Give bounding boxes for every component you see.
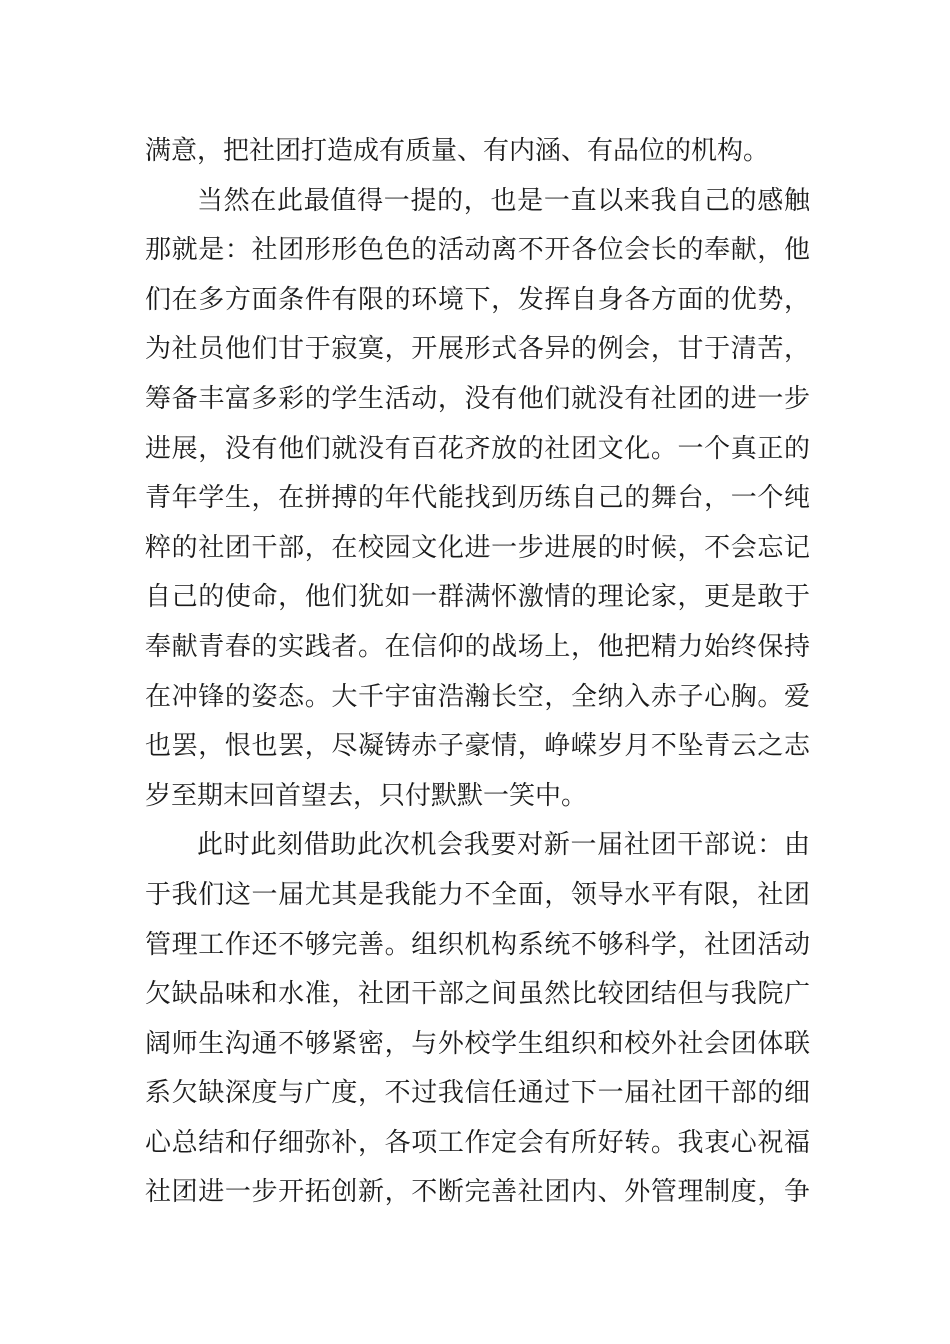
- text-line: 们在多方面条件有限的环境下，发挥自身各方面的优势，: [145, 284, 810, 315]
- text-line: 欠缺品味和水准，社团干部之间虽然比较团结但与我院广: [145, 979, 810, 1010]
- text-line: 为社员他们甘于寂寞，开展形式各异的例会，甘于清苦，: [145, 334, 810, 365]
- text-line: 阔师生沟通不够紧密，与外校学生组织和校外社会团体联: [145, 1028, 810, 1059]
- text-line: 青年学生，在拼搏的年代能找到历练自己的舞台，一个纯: [145, 483, 810, 514]
- text-line: 进展，没有他们就没有百花齐放的社团文化。一个真正的: [145, 433, 810, 464]
- text-line: 当然在此最值得一提的，也是一直以来我自己的感触: [197, 185, 810, 216]
- text-line: 此时此刻借助此次机会我要对新一届社团干部说：由: [197, 830, 810, 861]
- text-line: 岁至期末回首望去，只付默默一笑中。: [145, 780, 588, 811]
- text-line: 筹备丰富多彩的学生活动，没有他们就没有社团的进一步: [145, 383, 810, 414]
- text-line: 满意，把社团打造成有质量、有内涵、有品位的机构。: [145, 136, 770, 166]
- text-line: 在冲锋的姿态。大千宇宙浩瀚长空，全纳入赤子心胸。爱: [145, 681, 810, 712]
- text-line: 粹的社团干部，在校园文化进一步进展的时候，不会忘记: [145, 532, 810, 563]
- text-line: 那就是：社团形形色色的活动离不开各位会长的奉献，他: [145, 235, 810, 266]
- text-line: 自己的使命，他们犹如一群满怀激情的理论家，更是敢于: [145, 582, 810, 613]
- text-line: 社团进一步开拓创新，不断完善社团内、外管理制度，争: [145, 1177, 810, 1208]
- body-text: [145, 127, 810, 1218]
- text-line: 于我们这一届尤其是我能力不全面，领导水平有限，社团: [145, 879, 810, 910]
- text-line: 心总结和仔细弥补，各项工作定会有所好转。我衷心祝福: [145, 1127, 810, 1158]
- text-line: 奉献青春的实践者。在信仰的战场上，他把精力始终保持: [145, 631, 810, 662]
- text-line: 管理工作还不够完善。组织机构系统不够科学，社团活动: [145, 929, 810, 960]
- text-line: 系欠缺深度与广度，不过我信任通过下一届社团干部的细: [145, 1078, 810, 1109]
- text-line: 也罢，恨也罢，尽凝铸赤子豪情，峥嵘岁月不坠青云之志: [145, 731, 810, 762]
